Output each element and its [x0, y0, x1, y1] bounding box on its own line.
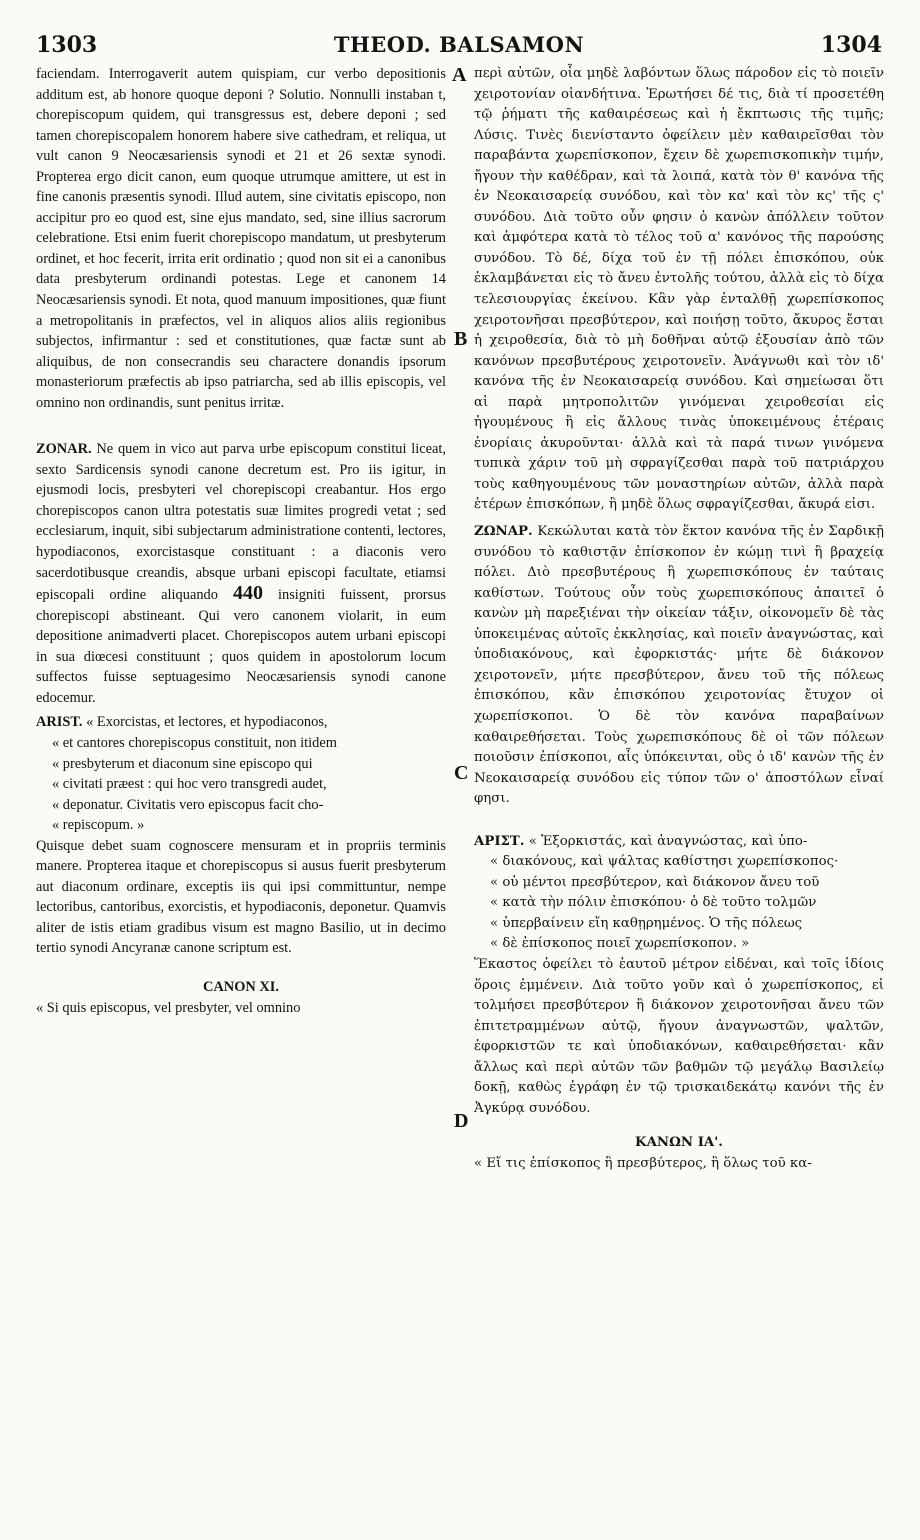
aristenus-line-1: « Exorcistas, et lectores, et hypodiaconos,	[86, 714, 328, 731]
greek-aristenus-line-6: « δὲ ἐπίσκοπος ποιεῖ χωρεπίσκοπον. »	[490, 936, 750, 952]
margin-marker-c: C	[454, 762, 469, 784]
greek-column	[474, 64, 884, 1174]
greek-aristenus-block	[474, 832, 884, 955]
greek-aristenus-line-5: « ὑπερβαίνειν εἴη καθῃρημένος. Ὁ τῆς πόλεως	[490, 915, 803, 931]
greek-aristenus-label: ΑΡΙΣΤ.	[474, 833, 525, 849]
greek-aristenus-line-2: « διακόνους, καὶ ψάλτας καθίστησι χωρεπίσκοπος·	[490, 854, 839, 870]
greek-commentary-paragraph: περὶ αὐτῶν, οἷα μηδὲ λαβόντων ὅλως πάροδον εἰς τὸ ποιεῖν χειροτονίαν οἱανδήτινα. Ἐρωτήσει δέ τις, διὰ τί προσετέθη τῷ ῥήματι τῆς καθαιρέσεως καὶ ἡ ἔκπτωσις τῆς τιμῆς; Λύσις. Τινὲς διενίσταντο ὀφείλειν μὲν καθαιρεῖσθαι τὸν παραβάντα χωρεπίσκοπον, ἔχειν δὲ χωρεπισκοπικὴν τιμήν, ἤγουν τὴν καθέδραν, καὶ τὰ λοιπά, κατὰ τὸν θ' κανόνα τῆς ἐν Νεοκαισαρείᾳ συνόδου, καὶ τὸν κα' καὶ τὸν κς' τῆς ς' συνόδου. Διὰ τοῦτο οὖν φησιν ὁ κανὼν ἀπόλλειν τοῦτον καὶ ἀμφότερα κατὰ τὸ τέλος τοῦ α' κανόνος τῆς παρούσης συνόδου. Τὸ δέ, δίχα τοῦ ἐν τῇ πόλει ἐπισκόπου, οὐκ ἐκλαμβάνεται εἰς τὸ ἄνευ ἐντολῆς τούτου, ἀλλὰ εἰς τὸ δίχα τελεσιουργίας ἐκείνου. Κἂν γὰρ ἐνταλθῇ χωρεπίσκοπος χειροτονῆσαι πρεσβύτερον, καὶ ποιήσῃ τοῦτο, ἄκυρος ἔσται ἡ χειροθεσία, διὰ τὸ μὴ δοθῆναι αὐτῷ ἐξουσίαν ἀπὸ τῶν κανόνων πρεσβυτέρους χειροτονεῖν. Ἀνάγνωθι καὶ τὸν ιδ' κανόνα τῆς ἐν Νεοκαισαρείᾳ συνόδου. Καὶ σημείωσαι ὅτι αἱ παρὰ μητροπολιτῶν γινόμεναι χειροθεσίαι εἰς ἡγουμένους ἢ εἰς ἄλλους τινὰς ὑποκειμένους ἑτέραις ἐνορίαις ἀκυροῦνται· ἀλλὰ καὶ τὰ παρά τινων γινόμενα τυπικὰ χάριν τοῦ μὴ σφραγίζεσθαι παρὰ τοῦ πατριάρχου τοὺς καθηγουμένους τῶν μοναστηρίων αὐτῶν, ἀλλὰ παρὰ ἑτέρων ἐπισκόπων, ἢ μηδὲ ὅλως σφραγίζεσθαι, ἄκυρά εἰσι.	[474, 66, 884, 513]
greek-zonaras-paragraph	[474, 522, 884, 810]
aristenus-line-4: « civitati præest : qui hoc vero transgredi audet,	[52, 776, 327, 793]
zonaras-label: ZONAR.	[36, 441, 92, 458]
greek-aristenus-line-1: « Ἐξορκιστάς, καὶ ἀναγνώστας, καὶ ὑπο-	[528, 833, 808, 849]
greek-ekastos-paragraph: Ἕκαστος ὀφείλει τὸ ἑαυτοῦ μέτρον εἰδέναι, καὶ τοῖς ἰδίοις ὅροις ἐμμένειν. Διὰ τοῦτο γοῦν καὶ ὁ χωρεπίσκοπος, εἰ τολμήσει πρεσβύτερον ἢ διάκονον χειροτονῆσαι ἄνευ τῶν ἐπιτετραμμένων αὐτῷ, ἤγουν ἀναγνωστῶν, ψαλτῶν, ἐφορκιστῶν τε καὶ ὑποδιακόνων, καθαιρεθήσεται· κἂν ἄλλως καὶ περὶ αὐτῶν τῶν βαθμῶν τῷ μεγάλῳ Βασιλείῳ δοκῇ, καθὼς ἐγράφη ἐν τῷ τρισκαιδεκάτῳ κανόνι τῆς ἐν Ἀγκύρᾳ συνόδου.	[474, 956, 884, 1116]
aristenus-line-2: « et cantores chorepiscopus constituit, non itidem	[52, 734, 337, 751]
greek-aristenus-line-4: « κατὰ τὴν πόλιν ἐπισκόπου· ὁ δὲ τοῦτο τολμῶν	[490, 895, 817, 911]
greek-canon-heading: ΚΑΝΩΝ ΙΑ'.	[635, 1135, 723, 1151]
margin-marker-b: B	[454, 328, 468, 350]
latin-aristenus-block	[36, 712, 446, 835]
aristenus-line-3: « presbyterum et diaconum sine episcopo qui	[52, 755, 313, 772]
margin-marker-a: A	[452, 64, 467, 86]
latin-canon-heading: CANON XI.	[203, 978, 279, 995]
latin-column	[36, 64, 446, 1018]
latin-zonaras-paragraph	[36, 439, 446, 708]
margin-marker-d: D	[454, 1110, 469, 1132]
zonaras-text-part-2: insigniti fuissent, prorsus chorepiscopi abstineant. Qui vero canonem violarit, in eum depositione animadverti placet. Chorepiscopos autem urbani episcopi in sua diœcesi constituunt ; quos quidem in apostolorum locum suffectos fuisse septuagesimo Neocæsariensis synodi canone edocemur.	[36, 587, 446, 706]
running-title: THEOD. BALSAMON	[333, 32, 585, 57]
left-page-number: 1303	[36, 32, 98, 58]
latin-commentary-paragraph: faciendam. Interrogaverit autem quispiam, cur verbo depositionis additum est, ab honore quoque deponi ? Solutio. Nonnulli instaban t, chorepiscopum quidem, qui transgressus est, debere deponi ; sed tamen chorepiscopalem honorem habere sive cathedram, et reliqua, ut vult canon 9 Neocæsariensis synodi et 21 et 26 sextæ synodi. Propterea ergo dicit canon, eum quoque utrumque amittere, ut est in fine canonis præsentis synodi. Illud autem, sine civitatis episcopo, non accipitur pro eo quod est, sine ejus mandato, sed, sine illius sacrorum celebratione. Etsi enim fuerit chorepiscopo mandatum, ut presbyterum ordinet, et hoc fecerit, irrita erit ordinatio ; quod non sit ei a canonibus data presbyterum ordinandi potestas. Lege et canonem 14 Neocæsariensis synodi. Et nota, quod manuum impositiones, quæ fiunt a metropolitanis in præfectos, vel in aliquos alios aliis regionibus subjectos, infirmantur : sed et constitutiones, quæ factæ sunt ab aliquibus, de non consecrandis seu charactere donandis ipsorum monasteriorum præfectis ab ipso patriarcha, sed ab illis episcopis, vel omnino non ordinandis, sunt penitus irritæ.	[36, 66, 446, 411]
aristenus-label: ARIST.	[36, 714, 83, 731]
greek-zonaras-text: Κεκώλυται κατὰ τὸν ἕκτον κανόνα τῆς ἐν Σαρδικῇ συνόδου τὸ καθιστᾷν ἐπίσκοπον ἐν κώμῃ τινὶ ἢ βραχείᾳ πόλει. Διὸ πρεσβυτέρους ἢ χωρεπισκόπους ἐν ταύταις καθίστων. Τούτους οὖν τοὺς χωρεπισκόπους ἀπαιτεῖ ὁ κανὼν μὴ παρεξιέναι τὴν οἰκείαν τάξιν, οἰκονομεῖν δὲ τὰς ὑποκειμένας αὐτοῖς ἐκκλησίας, καὶ ποιεῖν ἀναγνώστας, καὶ ὑποδιακόνους, καὶ ἐφορκιστάς· μήτε δὲ διάκονον χειροτονεῖν, μήτε πρεσβύτερον, ἄνευ τοῦ τῆς πόλεως ἐπισκόπου, κἂν ἐπισκόπου χειροτονίας ἔτυχον οἱ χωρεπίσκοποι. Ὁ δὲ τὸν κανόνα παραβαίνων καθαιρεθήσεται. Τοὺς χωρεπισκόπους δὲ οἱ τῶν πόλεων ποιοῦσιν ἐπίσκοποι, αἷς ὑπόκεινται, οὓς ὁ ιδ' κανὼν τῆς ἐν Νεοκαισαρείᾳ συνόδου εἰς τύπον τῶν ο' ἀποστόλων εἶναί φησι.	[474, 524, 884, 807]
greek-canon-first-line: « Εἴ τις ἐπίσκοπος ἢ πρεσβύτερος, ἢ ὅλως τοῦ κα-	[474, 1155, 812, 1171]
greek-zonaras-label: ΖΩΝΑΡ.	[474, 524, 533, 540]
latin-canon-first-line: « Si quis episcopus, vel presbyter, vel omnino	[36, 999, 301, 1016]
zonaras-text-part-1: Ne quem in vico aut parva urbe episcopum constitui liceat, sexto Sardicensis synodi canone decretum est. Pro iis igitur, in ejusmodi locis, presbyteri vel chorepiscopi creabantur. Hos ergo chorepiscopos canon ultra potestatis suæ limites progredi vetat ; sed ecclesiarum, inquit, sibi subjectarum administratione contenti, lectores, hypodiaconos, exorcistasque constituant : a diaconis vero sacerdotibusque creandis, absque urbani episcopi facultate, etiamsi episcopali ordine aliquando	[36, 441, 447, 604]
aristenus-line-5: « deponatur. Civitatis vero episcopus facit cho-	[52, 796, 324, 813]
column-number: 440	[232, 582, 263, 605]
greek-aristenus-line-3: « οὐ μέντοι πρεσβύτερον, καὶ διάκονον ἄνευ τοῦ	[490, 874, 820, 890]
page-header	[36, 32, 882, 62]
latin-quisque-paragraph: Quisque debet suam cognoscere mensuram et in propriis terminis manere. Propterea itaque et chorepiscopus si ausus fuerit presbyterum aut diaconum ordinare, exceptis iis qui ipsi committuntur, nempe lectoribus, cantoribus, exorcistis, et hypodiaconis, deponetur. Quamvis aliter de istis etiam gradibus visum est magno Basilio, ut in decimo tertio synodi Ancyranæ canone scriptum est.	[36, 837, 446, 957]
aristenus-line-6: « repiscopum. »	[52, 817, 145, 834]
right-page-number: 1304	[820, 32, 882, 58]
